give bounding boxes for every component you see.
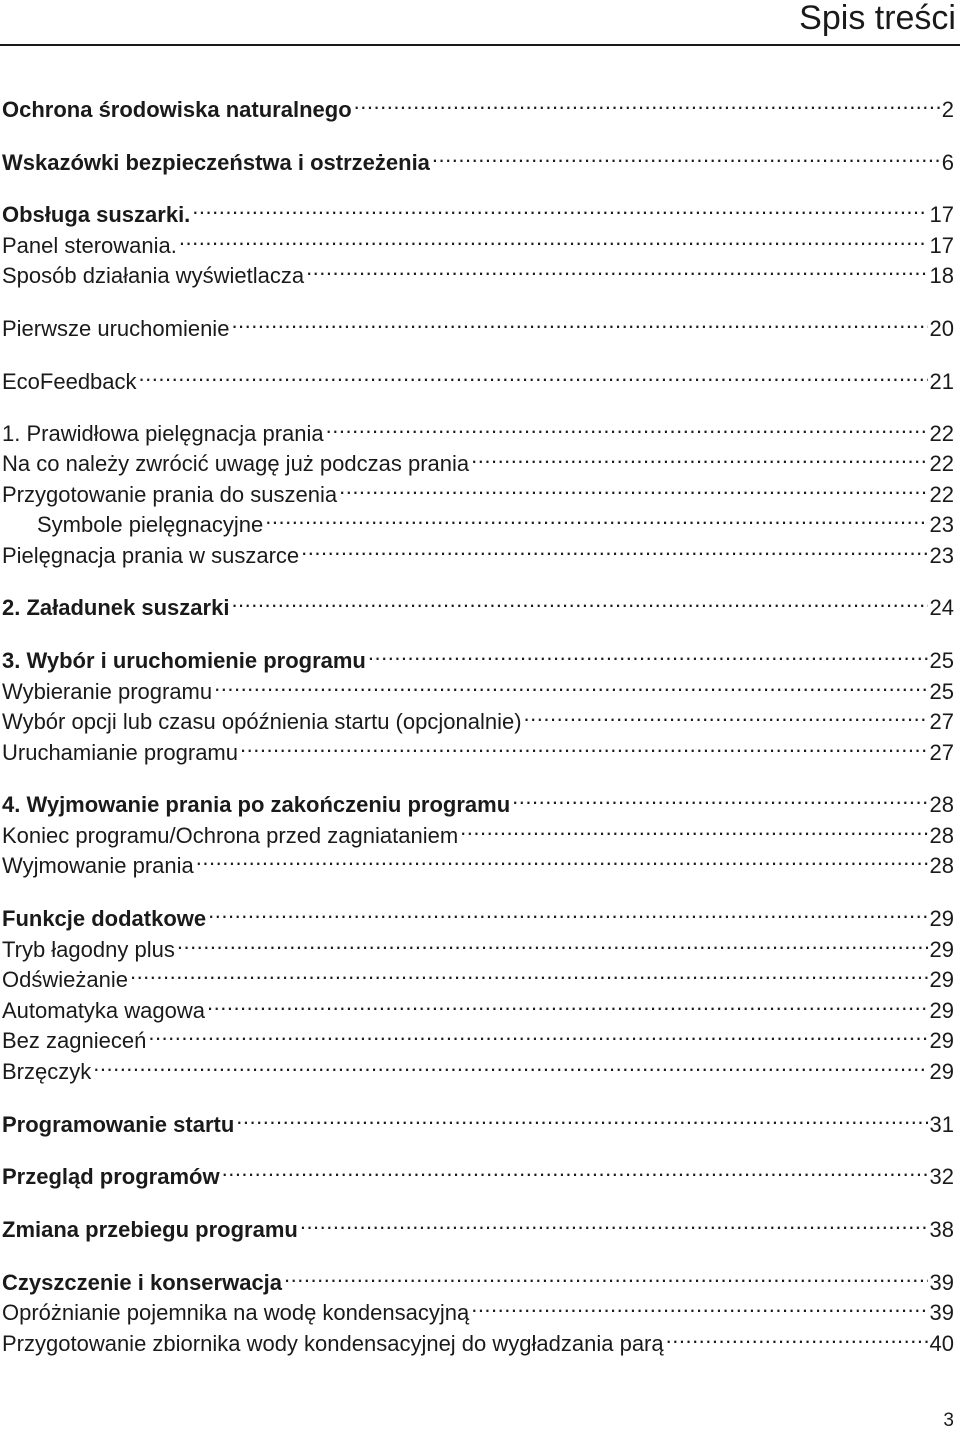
toc-entry-title: 2. Załadunek suszarki xyxy=(2,595,230,620)
toc-leader xyxy=(339,472,927,502)
toc-entry[interactable] xyxy=(2,585,954,620)
toc-entry[interactable] xyxy=(2,1102,954,1137)
toc-entry[interactable] xyxy=(2,669,954,704)
toc-leader xyxy=(354,87,940,117)
title-divider xyxy=(0,44,960,46)
toc-entry-page: 27 xyxy=(929,740,954,765)
toc-leader xyxy=(326,411,928,441)
toc-entry-title: Bez zagnieceń xyxy=(2,1028,147,1053)
toc-entry[interactable] xyxy=(2,1260,954,1295)
toc-entry-page: 29 xyxy=(929,906,954,931)
toc-entry-title: Funkcje dodatkowe xyxy=(2,906,207,931)
toc-entry-title: Zmiana przebiegu programu xyxy=(2,1217,298,1242)
toc-leader xyxy=(196,843,928,873)
toc-entry[interactable] xyxy=(2,192,954,227)
toc-leader xyxy=(222,1154,928,1184)
toc-leader xyxy=(148,1018,927,1048)
toc-entry-page: 39 xyxy=(929,1300,954,1325)
toc-entry[interactable] xyxy=(2,699,954,734)
toc-entry[interactable] xyxy=(37,502,954,537)
toc-entry-page: 39 xyxy=(929,1270,954,1295)
toc-leader xyxy=(512,782,927,812)
toc-entry-title: Uruchamianie programu xyxy=(2,740,238,765)
toc-leader xyxy=(214,669,927,699)
toc-entry[interactable] xyxy=(2,1290,954,1325)
toc-entry-title: 4. Wyjmowanie prania po zakończeniu programu xyxy=(2,792,511,817)
toc-entry-title: Przygotowanie prania do suszenia xyxy=(2,482,338,507)
toc-entry-page: 25 xyxy=(929,648,954,673)
toc-entry-title: Programowanie startu xyxy=(2,1112,235,1137)
toc-entry-title: 3. Wybór i uruchomienie programu xyxy=(2,648,366,673)
toc-entry[interactable] xyxy=(2,957,954,992)
toc-entry-page: 28 xyxy=(929,792,954,817)
toc-leader xyxy=(139,359,928,389)
page-number: 3 xyxy=(943,1410,954,1431)
toc-entry-title: Symbole pielęgnacyjne xyxy=(37,512,264,537)
toc-entry-page: 20 xyxy=(929,316,954,341)
toc-entry-page: 31 xyxy=(929,1112,954,1137)
toc-entry-title: Sposób działania wyświetlacza xyxy=(2,263,305,288)
toc-entry-page: 38 xyxy=(929,1217,954,1242)
toc-entry[interactable] xyxy=(2,1321,954,1356)
toc-entry-page: 28 xyxy=(929,853,954,878)
toc-leader xyxy=(236,1102,927,1132)
toc-entry-title: Pierwsze uruchomienie xyxy=(2,316,230,341)
toc-entry-title: Wybór opcji lub czasu opóźnienia startu (opcjonalnie) xyxy=(2,709,522,734)
toc-leader xyxy=(306,253,927,283)
toc-entry[interactable] xyxy=(2,896,954,931)
toc-leader xyxy=(207,988,928,1018)
toc-entry-page: 6 xyxy=(941,150,954,175)
toc-entry-page: 29 xyxy=(929,1059,954,1084)
toc-leader xyxy=(471,441,927,471)
toc-entry-page: 25 xyxy=(929,679,954,704)
toc-entry[interactable] xyxy=(2,306,954,341)
toc-leader xyxy=(130,957,928,987)
toc-leader xyxy=(231,306,927,336)
toc-entry[interactable] xyxy=(2,140,954,175)
toc-leader xyxy=(192,192,927,222)
toc-entry-title: Wskazówki bezpieczeństwa i ostrzeżenia xyxy=(2,150,430,175)
toc-entry-title: Opróżnianie pojemnika na wodę kondensacyjną xyxy=(2,1300,470,1325)
toc-entry-title: Ochrona środowiska naturalnego xyxy=(2,97,352,122)
toc-leader xyxy=(432,140,940,170)
toc-entry[interactable] xyxy=(2,359,954,394)
toc-entry-title: Na co należy zwrócić uwagę już podczas prania xyxy=(2,451,470,476)
toc-leader xyxy=(524,699,928,729)
toc-entry-title: Obsługa suszarki. xyxy=(2,202,191,227)
toc-entry-page: 18 xyxy=(929,263,954,288)
toc-entry[interactable] xyxy=(2,843,954,878)
toc-entry[interactable] xyxy=(2,927,954,962)
toc-entry[interactable] xyxy=(2,1207,954,1242)
toc-entry-page: 22 xyxy=(929,451,954,476)
toc-leader xyxy=(368,638,928,668)
toc-entry-title: Koniec programu/Ochrona przed zagniataniem xyxy=(2,823,459,848)
toc-entry[interactable] xyxy=(2,1018,954,1053)
toc-leader xyxy=(301,533,927,563)
toc-entry[interactable] xyxy=(2,638,954,673)
toc-entry-title: Odświeżanie xyxy=(2,967,128,992)
toc-entry-title: Czyszczenie i konserwacja xyxy=(2,1270,283,1295)
toc-entry-page: 23 xyxy=(929,512,954,537)
toc-entry-title: Wyjmowanie prania xyxy=(2,853,194,878)
toc-entry-title: Tryb łagodny plus xyxy=(2,937,175,962)
toc-entry-page: 29 xyxy=(929,967,954,992)
toc-entry[interactable] xyxy=(2,441,954,476)
toc-entry-page: 27 xyxy=(929,709,954,734)
toc-entry-page: 28 xyxy=(929,823,954,848)
toc-entry[interactable] xyxy=(2,1154,954,1189)
toc-entry[interactable] xyxy=(2,223,954,258)
toc-entry[interactable] xyxy=(2,730,954,765)
toc-entry-title: Brzęczyk xyxy=(2,1059,92,1084)
toc-entry[interactable] xyxy=(2,87,954,122)
toc-entry-page: 24 xyxy=(929,595,954,620)
toc-entry-page: 23 xyxy=(929,543,954,568)
toc-entry[interactable] xyxy=(2,782,954,817)
toc-leader xyxy=(179,223,928,253)
page-title: Spis treści xyxy=(799,0,956,37)
toc-entry-title: Pielęgnacja prania w suszarce xyxy=(2,543,300,568)
toc-entry-page: 17 xyxy=(929,233,954,258)
toc-leader xyxy=(231,585,927,615)
toc-entry-page: 29 xyxy=(929,937,954,962)
toc-entry-page: 22 xyxy=(929,421,954,446)
toc-entry-title: Panel sterowania. xyxy=(2,233,177,258)
toc-entry-page: 29 xyxy=(929,998,954,1023)
toc-entry[interactable] xyxy=(2,253,954,288)
toc-entry-page: 2 xyxy=(941,97,954,122)
toc-entry-page: 40 xyxy=(929,1331,954,1356)
toc-leader xyxy=(93,1049,927,1079)
toc-leader xyxy=(240,730,928,760)
toc-leader xyxy=(265,502,927,532)
toc-leader xyxy=(177,927,928,957)
toc-entry-title: 1. Prawidłowa pielęgnacja prania xyxy=(2,421,324,446)
toc-entry[interactable] xyxy=(2,411,954,446)
toc-entry-page: 17 xyxy=(929,202,954,227)
toc-leader xyxy=(460,813,927,843)
toc-leader xyxy=(666,1321,928,1351)
toc-leader xyxy=(284,1260,927,1290)
toc-entry-title: Przygotowanie zbiornika wody kondensacyjnej do wygładzania parą xyxy=(2,1331,664,1356)
toc-entry[interactable] xyxy=(2,1049,954,1084)
toc-leader xyxy=(471,1290,927,1320)
toc-entry-page: 29 xyxy=(929,1028,954,1053)
toc-entry-page: 32 xyxy=(929,1164,954,1189)
toc-entry[interactable] xyxy=(2,472,954,507)
toc-entry-title: Przegląd programów xyxy=(2,1164,220,1189)
toc-entry-title: EcoFeedback xyxy=(2,369,137,394)
toc-entry[interactable] xyxy=(2,813,954,848)
toc-entry-page: 21 xyxy=(929,369,954,394)
toc-entry[interactable] xyxy=(2,533,954,568)
toc-leader xyxy=(208,896,927,926)
toc-leader xyxy=(300,1207,928,1237)
toc-entry-title: Wybieranie programu xyxy=(2,679,213,704)
toc-entry-page: 22 xyxy=(929,482,954,507)
toc-entry-title: Automatyka wagowa xyxy=(2,998,205,1023)
toc-entry[interactable] xyxy=(2,988,954,1023)
